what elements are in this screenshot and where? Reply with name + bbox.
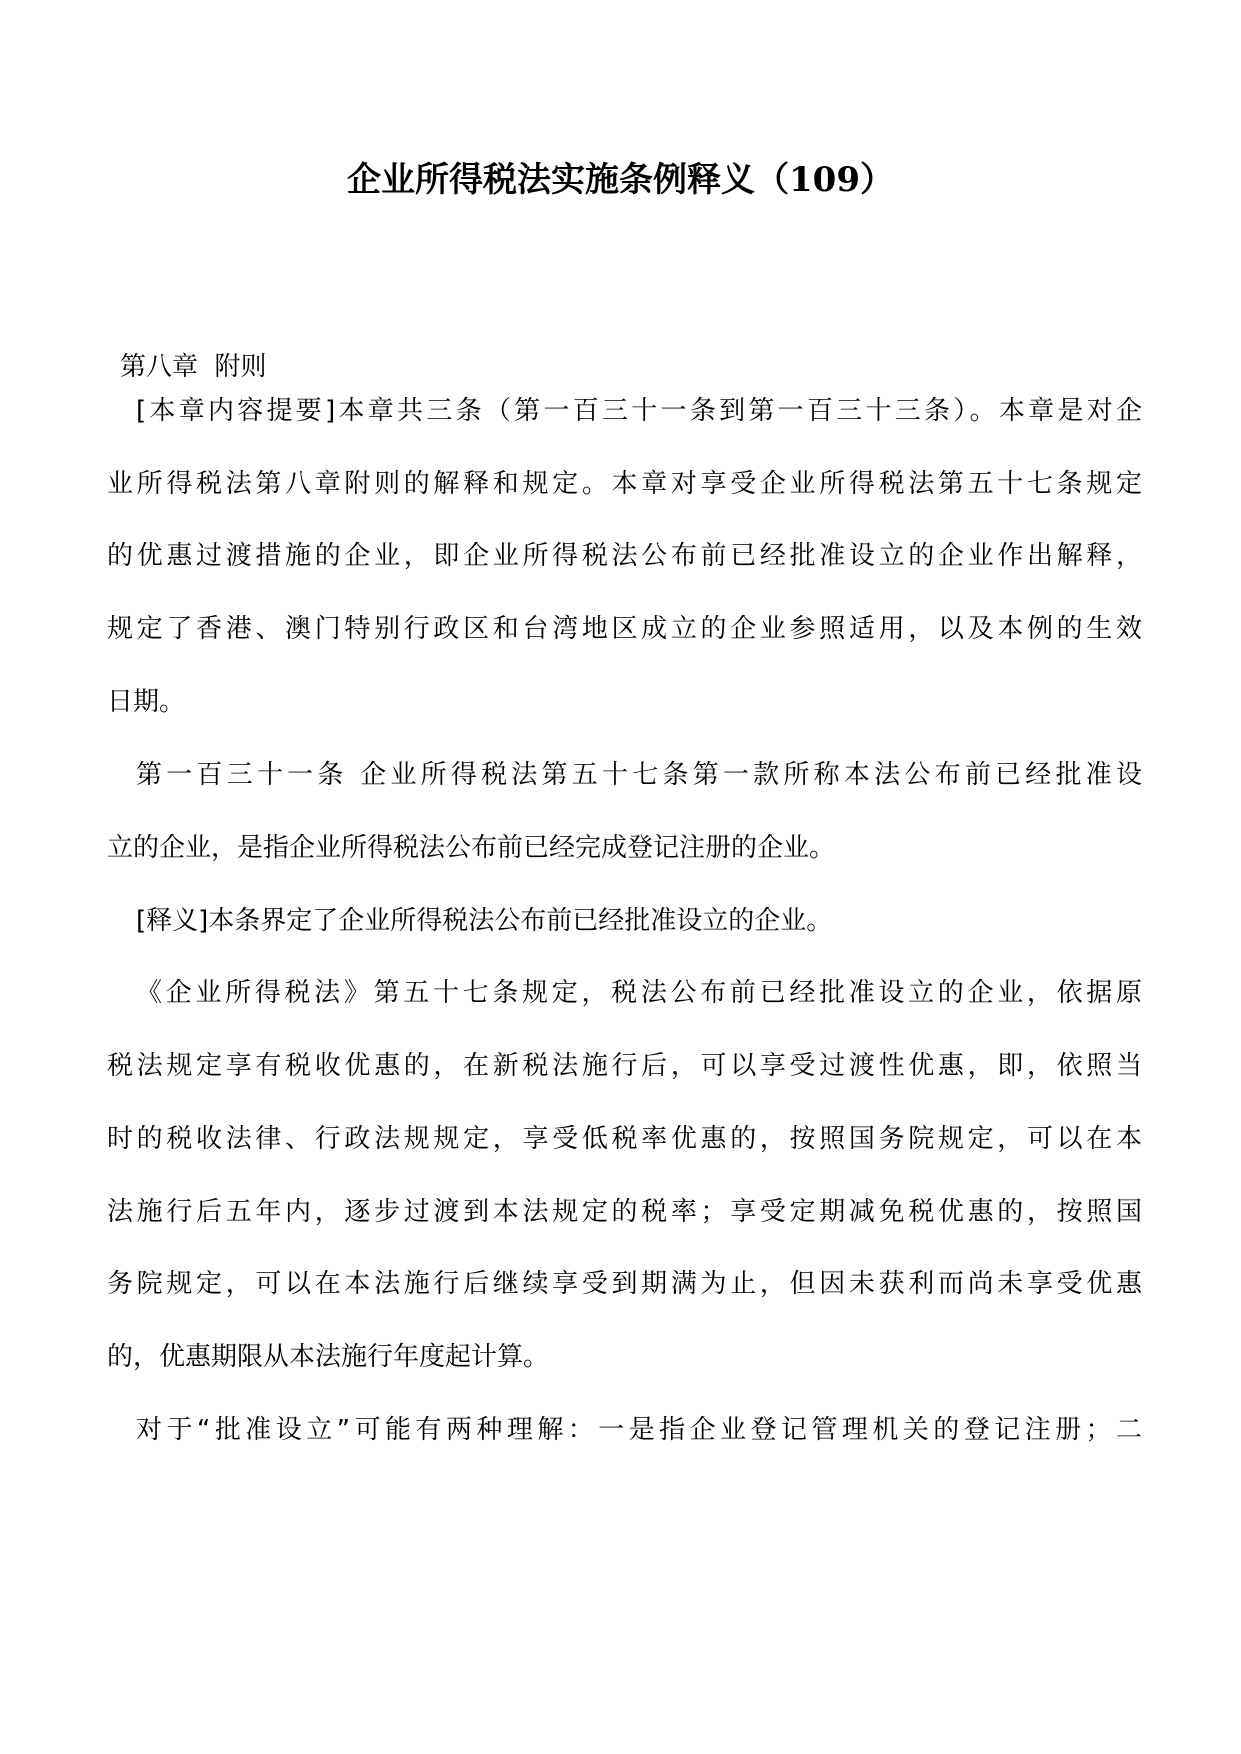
paragraph-line: 税法规定享有税收优惠的，在新税法施行后，可以享受过渡性优惠，即，依照当 — [107, 1051, 1142, 1081]
paragraph-line: 立的企业，是指企业所得税法公布前已经完成登记注册的企业。 — [107, 833, 836, 863]
paragraph-line: 的优惠过渡措施的企业，即企业所得税法公布前已经批准设立的企业作出解释， — [107, 541, 1142, 571]
paragraph-line: 业所得税法第八章附则的解释和规定。本章对享受企业所得税法第五十七条规定 — [107, 469, 1142, 499]
chapter-heading: 第八章 附则 — [120, 352, 267, 382]
paragraph-line: [本章内容提要]本章共三条（第一百三十一条到第一百三十三条）。本章是对企 — [136, 396, 1142, 426]
paragraph-line: [释义]本条界定了企业所得税法公布前已经批准设立的企业。 — [136, 906, 833, 936]
paragraph-line: 对于“批准设立”可能有两种理解：一是指企业登记管理机关的登记注册；二 — [136, 1415, 1142, 1445]
paragraph-line: 的，优惠期限从本法施行年度起计算。 — [107, 1342, 550, 1372]
paragraph-line: 日期。 — [107, 687, 186, 717]
paragraph-line: 第一百三十一条 企业所得税法第五十七条第一款所称本法公布前已经批准设 — [136, 760, 1142, 790]
paragraph-line: 务院规定，可以在本法施行后继续享受到期满为止，但因未获利而尚未享受优惠 — [107, 1269, 1142, 1299]
paragraph-line: 时的税收法律、行政法规规定，享受低税率优惠的，按照国务院规定，可以在本 — [107, 1124, 1142, 1154]
document-title: 企业所得税法实施条例释义（109） — [347, 160, 894, 200]
paragraph-line: 《企业所得税法》第五十七条规定，税法公布前已经批准设立的企业，依据原 — [136, 978, 1142, 1008]
paragraph-line: 规定了香港、澳门特别行政区和台湾地区成立的企业参照适用，以及本例的生效 — [107, 614, 1142, 644]
paragraph-line: 法施行后五年内，逐步过渡到本法规定的税率；享受定期减免税优惠的，按照国 — [107, 1197, 1142, 1227]
